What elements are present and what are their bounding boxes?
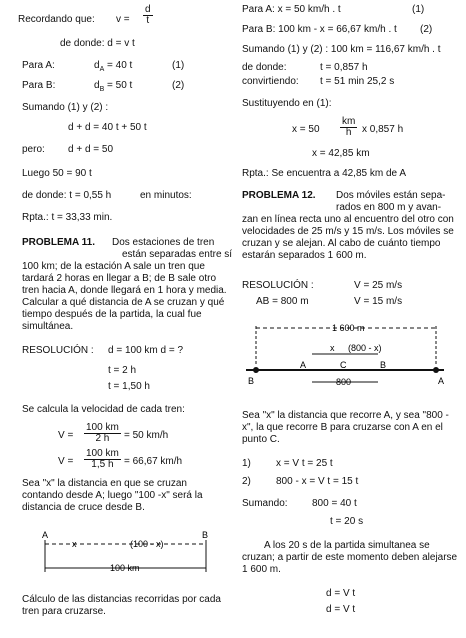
vb-result: = 66,67 km/h: [124, 456, 183, 467]
diagram-label-a: A: [42, 530, 49, 540]
recordando-label: Recordando que:: [18, 14, 95, 25]
label-x: x: [330, 343, 335, 353]
r-x-eq-b: x 0,857 h: [362, 124, 404, 135]
rs-ab: AB = 800 m: [256, 296, 309, 307]
vb-fraction: [84, 449, 121, 470]
fraction-numerator: 100 km: [86, 448, 119, 459]
fraction-numerator: 100 km: [86, 422, 119, 433]
velocity-eq: v =: [116, 14, 130, 25]
label-c: C: [340, 360, 347, 370]
eq-1: x = V t = 25 t: [276, 458, 333, 469]
velocity-text: Se calcula la velocidad de cada tren:: [22, 404, 185, 415]
problem-12-text-2: rados en 800 m y avan-: [336, 202, 442, 213]
vb-label: V =: [58, 456, 74, 467]
problem-11-text-2: están separadas entre sí: [122, 249, 233, 260]
diagram-label-x: x: [72, 539, 77, 549]
fraction-denominator: t: [146, 15, 150, 26]
final-eq-a: d = V t: [326, 588, 356, 599]
sumando-label: Sumando (1) y (2) :: [22, 102, 109, 113]
label-800x: (800 - x): [348, 343, 382, 353]
sumando-2: Sumando:: [242, 498, 288, 509]
pero-eq: d + d = 50: [68, 144, 114, 155]
r-x-eq-a: x = 50: [292, 124, 320, 135]
para-a-eq: [94, 60, 132, 76]
sea-x-paragraph: Sea "x" la distancia en que se cruzan contando desde A; luego "100 -x" será la distancia de cruce desde B.: [22, 478, 203, 513]
r-line-1: Para A: x = 50 km/h . t: [242, 4, 341, 15]
distance-diagram-left: [30, 528, 220, 580]
r-x-result: x = 42,85 km: [312, 148, 370, 159]
problem-11-body: 100 km; de la estación A sale un tren que tardará 2 horas en llegar a B; de B sale otro tren hacia A, donde llegará en 1 hora y media. Calcular a qué distancia de A se cruzan y qué tiempo después de la partida, la cual fue simultánea.: [22, 261, 227, 332]
diagram-label-100x: (100 - x): [130, 539, 164, 549]
r-sustituyendo: Sustituyendo en (1):: [242, 98, 332, 109]
problem-11-title: PROBLEMA 11.: [22, 237, 95, 248]
sea-x-paragraph-2: Sea "x" la distancia que recorre A, y sea "800 - x", la que recorre B para cruzarse con A en el punto C.: [242, 410, 449, 445]
sum-eq-2: 800 = 40 t: [312, 498, 357, 509]
va-fraction: [84, 423, 121, 444]
sum-eq: d + d = 40 t + 50 t: [68, 122, 147, 133]
d-symbol: d: [94, 60, 100, 71]
eq-number-2: (2): [172, 80, 185, 91]
para-b-eq: [94, 80, 132, 96]
r-t-value: t = 0,857 h: [320, 62, 368, 73]
fraction-denominator: 2 h: [95, 433, 110, 444]
label-b1: B: [248, 376, 255, 386]
label-800: 800: [336, 377, 352, 387]
d-over-t-fraction: [143, 5, 153, 26]
fraction-denominator: 1,5 h: [91, 459, 114, 470]
t-20: t = 20 s: [330, 516, 364, 527]
r-line-3: Sumando (1) y (2) : 100 km = 116,67 km/h . t: [242, 44, 441, 55]
rs-line-1: V = 25 m/s: [354, 280, 403, 291]
r-eq-num-1: (1): [412, 4, 425, 15]
label-1600: 1 600 m: [332, 323, 365, 333]
final-eq-b: d = V t: [326, 604, 356, 615]
r-eq-num-2: (2): [420, 24, 433, 35]
pero-label: pero:: [22, 144, 45, 155]
eq-1-num: 1): [242, 458, 251, 469]
problem-12-title: PROBLEMA 12.: [242, 190, 316, 201]
resolucion-label: RESOLUCIÓN :: [22, 345, 94, 356]
va-result: = 50 km/h: [124, 430, 169, 441]
eq-2: 800 - x = V t = 15 t: [276, 476, 359, 487]
label-a1: A: [438, 376, 445, 386]
label-b: B: [380, 360, 387, 370]
res-line-1: d = 100 km d = ?: [108, 345, 184, 356]
point-b1: [253, 367, 259, 373]
de-donde-line: de donde: t = 0,55 h: [22, 190, 112, 201]
para-a-label: Para A:: [22, 60, 55, 71]
problem-12-text-1: Dos móviles están sepa-: [336, 190, 446, 201]
r-rpta: Rpta.: Se encuentra a 42,85 km de A: [242, 168, 406, 179]
para-b-label: Para B:: [22, 80, 56, 91]
diagram-label-100km: 100 km: [110, 563, 140, 573]
rpta-line: Rpta.: t = 33,33 min.: [22, 212, 113, 223]
eq-number-1: (1): [172, 60, 185, 71]
distance-diagram-right: [240, 318, 462, 398]
point-a1: [433, 367, 439, 373]
final-paragraph: A los 20 s de la partida simultanea se cruzan; a partir de este momento deben alejarse 1 600 m.: [242, 540, 458, 575]
d-symbol: d: [94, 80, 100, 91]
eq-rhs: = 40 t: [104, 60, 133, 71]
va-label: V =: [58, 430, 74, 441]
diagram-label-b: B: [202, 530, 209, 540]
calc-text: Cálculo de las distancias recorridas por cada tren para cruzarse.: [22, 594, 221, 617]
rs-line-2: V = 15 m/s: [354, 296, 403, 307]
problem-11-text-1: Dos estaciones de tren: [112, 237, 215, 248]
r-km-h-fraction: [340, 117, 357, 138]
resolucion-label-2: RESOLUCIÓN :: [242, 280, 314, 291]
r-convirtiendo: convirtiendo:: [242, 76, 299, 87]
fraction-numerator: km: [342, 116, 356, 127]
subscript: B: [99, 86, 105, 93]
r-line-2: Para B: 100 km - x = 66,67 km/h . t: [242, 24, 397, 35]
dvt-line: de donde: d = v t: [60, 38, 135, 49]
res-line-2: t = 2 h: [108, 365, 137, 376]
luego-line: Luego 50 = 90 t: [22, 168, 92, 179]
fraction-denominator: h: [345, 127, 352, 138]
label-a: A: [300, 360, 307, 370]
r-de-donde: de donde:: [242, 62, 287, 73]
r-t-converted: t = 51 min 25,2 s: [320, 76, 395, 87]
fraction-numerator: d: [145, 4, 151, 15]
subscript: A: [99, 66, 105, 73]
eq-rhs: = 50 t: [104, 80, 133, 91]
en-minutos-label: en minutos:: [140, 190, 192, 201]
problem-12-body: zan en línea recta uno al encuentro del otro con velocidades de 25 m/s y 15 m/s. Los móviles se cruzan y se alejan. Al cabo de cuánto tiempo estarán separados 1 600 m.: [242, 214, 454, 261]
res-line-3: t = 1,50 h: [108, 381, 150, 392]
eq-2-num: 2): [242, 476, 251, 487]
